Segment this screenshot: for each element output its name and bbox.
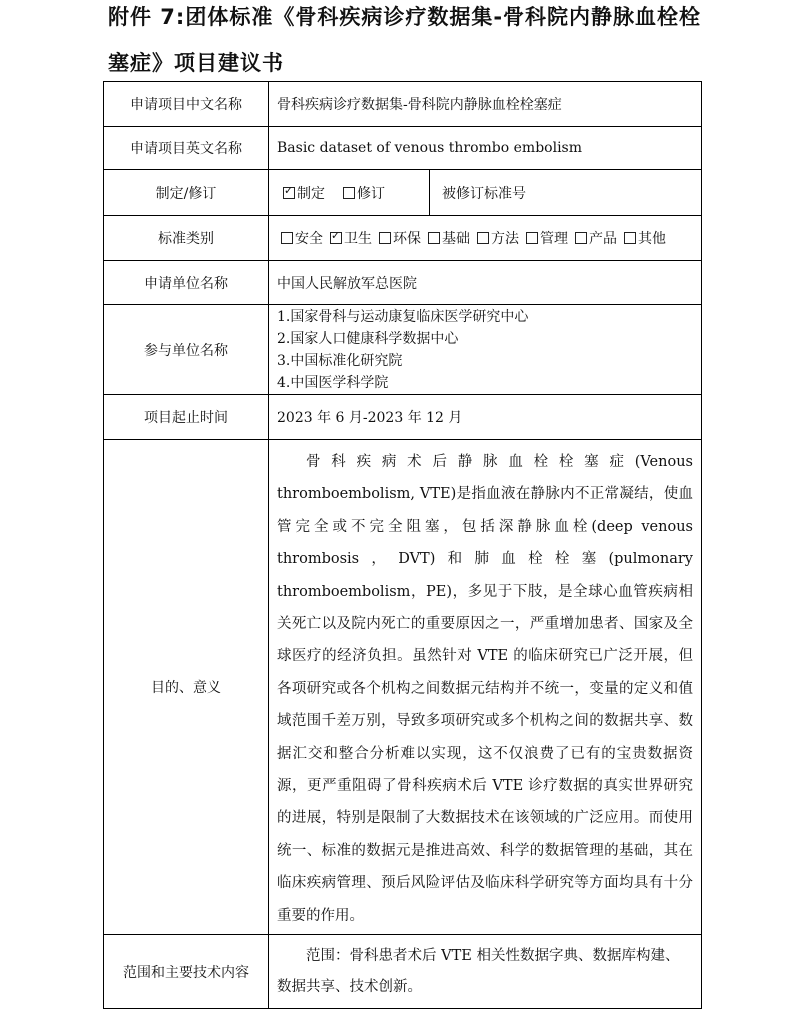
row-category [104, 216, 702, 261]
option-revise[interactable]: 修订 [343, 183, 385, 203]
title-line-2: 塞症》项目建议书 [108, 51, 284, 75]
unchecked-box-icon [477, 232, 489, 244]
row-purpose [104, 440, 702, 935]
cn-name-value: 骨科疾病诊疗数据集-骨科院内静脉血栓栓塞症 [269, 82, 702, 127]
period-value: 2023 年 6 月-2023 年 12 月 [269, 395, 702, 440]
participant-item: 2.国家人口健康科学数据中心 [277, 330, 459, 347]
unchecked-box-icon [575, 232, 587, 244]
participant-item: 4.中国医学科学院 [277, 374, 389, 391]
unchecked-box-icon [343, 187, 355, 199]
purpose-text: 骨科疾病术后静脉血栓栓塞症(Venous thromboembolism, VTE)是指血液在静脉内不正常凝结，使血管完全或不完全阻塞，包括深静脉血栓(deep venous thrombosis，DVT)和肺血栓栓塞(pulmonary thromboembolism，PE)，多见于下肢，是全球心血管疾病相关死亡以及院内死亡的重要原因之一，严重增加患者、国家及全球医疗的经济负担。虽然针对 VTE 的临床研究已广泛开展，但各项研究或各个机构之间数据元结构并不统一，变量的定义和值域范围千差万别，导致多项研究或多个机构之间的数据共享、数据汇交和整合分析难以实现，这不仅浪费了已有的宝贵数据资源，更严重阻碍了骨科疾病术后 VTE 诊疗数据的真实世界研究的进展，特别是限制了大数据技术在该领域的广泛应用。而使用统一、标准的数据元是推进高效、科学的数据管理的基础，其在临床疾病管理、预后风险评估及临床科学研究等方面均具有十分重要的作用。 [277, 454, 693, 924]
revision-label: 制定/修订 [104, 170, 269, 216]
category-health[interactable]: ✓ 卫生 [330, 228, 372, 248]
category-method[interactable]: 方法 [477, 228, 519, 248]
row-en-name [104, 127, 702, 170]
revised-standard-label: 被修订标准号 [442, 185, 526, 202]
title-line-1: 附件 7:团体标准《骨科疾病诊疗数据集-骨科院内静脉血栓栓 [108, 5, 702, 29]
period-label: 项目起止时间 [104, 395, 269, 440]
applicant-value: 中国人民解放军总医院 [269, 261, 702, 305]
category-management[interactable]: 管理 [526, 228, 568, 248]
en-name-value: Basic dataset of venous thrombo embolism [269, 127, 702, 170]
unchecked-box-icon [624, 232, 636, 244]
unchecked-box-icon [428, 232, 440, 244]
participants-list [269, 305, 702, 395]
proposal-form-table [103, 81, 702, 1009]
category-environment[interactable]: 环保 [379, 228, 421, 248]
purpose-label: 目的、意义 [104, 440, 269, 935]
category-other[interactable]: 其他 [624, 228, 666, 248]
option-formulate[interactable]: ✓ 制定 [283, 183, 325, 203]
checked-box-icon [283, 187, 295, 199]
revision-options [269, 170, 430, 215]
category-product[interactable]: 产品 [575, 228, 617, 248]
scope-cell [269, 935, 702, 1009]
row-period [104, 395, 702, 440]
applicant-label: 申请单位名称 [104, 261, 269, 305]
row-scope [104, 935, 702, 1009]
category-basic[interactable]: 基础 [428, 228, 470, 248]
unchecked-box-icon [526, 232, 538, 244]
category-cell [269, 216, 702, 261]
row-cn-name [104, 82, 702, 127]
row-participants [104, 305, 702, 395]
purpose-cell [269, 440, 702, 935]
unchecked-box-icon [281, 232, 293, 244]
participants-label: 参与单位名称 [104, 305, 269, 395]
category-options [269, 228, 701, 248]
category-safety[interactable]: 安全 [281, 228, 323, 248]
participant-item: 1.国家骨科与运动康复临床医学研究中心 [277, 308, 529, 325]
cn-name-label: 申请项目中文名称 [104, 82, 269, 127]
unchecked-box-icon [379, 232, 391, 244]
en-name-label: 申请项目英文名称 [104, 127, 269, 170]
participant-item: 3.中国标准化研究院 [277, 352, 403, 369]
checked-box-icon [330, 232, 342, 244]
scope-label: 范围和主要技术内容 [104, 935, 269, 1009]
category-label: 标准类别 [104, 216, 269, 261]
row-applicant [104, 261, 702, 305]
row-revision [104, 170, 702, 216]
revision-cell [269, 170, 702, 216]
scope-text: 范围：骨科患者术后 VTE 相关性数据字典、数据库构建、数据共享、技术创新。 [277, 948, 680, 996]
